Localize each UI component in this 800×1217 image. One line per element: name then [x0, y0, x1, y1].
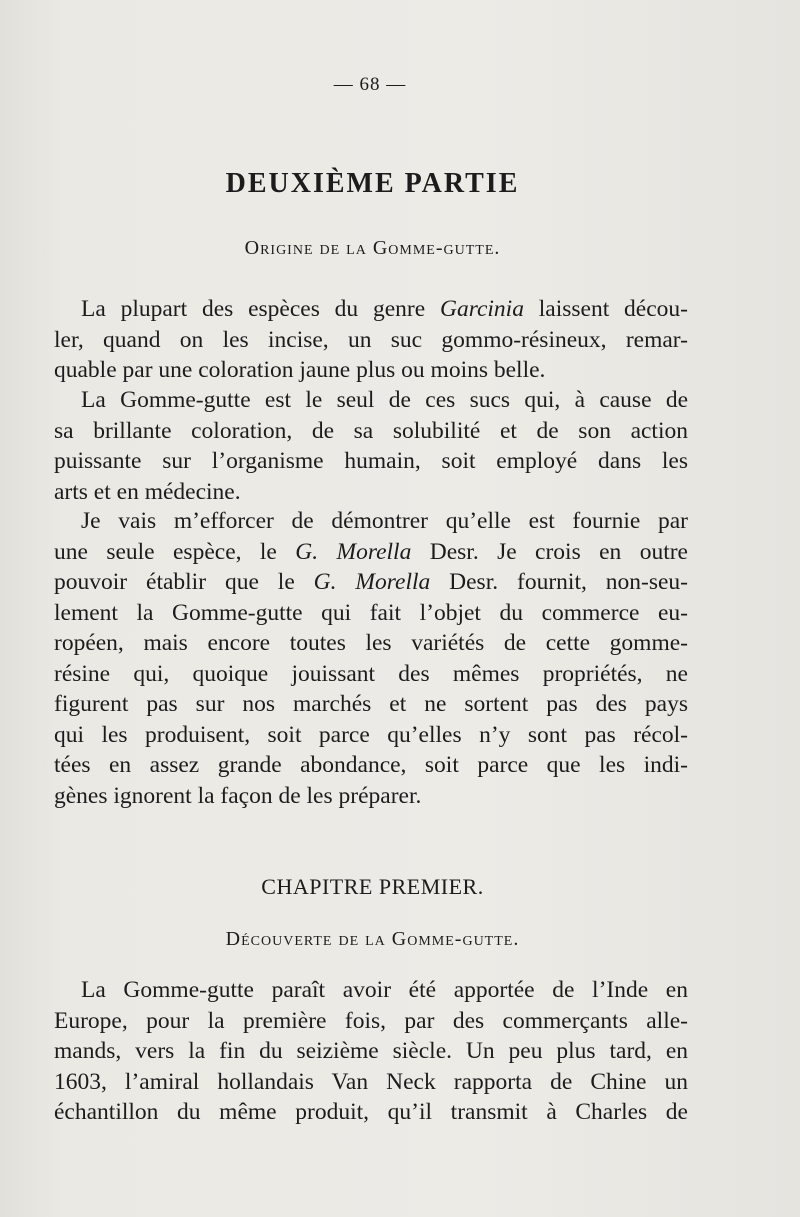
italic-term: Garcinia: [439, 296, 524, 322]
text-line: Europe, pour la première fois, par des commerçants alle-: [54, 1007, 688, 1034]
text-fragment: La plupart des espèces du genre: [81, 296, 440, 322]
text-fragment: une seule espèce, le: [54, 538, 296, 565]
text-line: résine qui, quoique jouissant des mêmes propriétés, ne: [54, 660, 688, 687]
paragraph-3: [54, 506, 688, 811]
text-line: tées en assez grande abondance, soit parce que les indi-: [54, 752, 688, 778]
paragraph-2: [54, 385, 688, 507]
text-fragment: laissent décou-: [523, 296, 688, 322]
text-line: [54, 537, 688, 568]
text-fragment: Desr. Je crois en outre: [411, 538, 688, 565]
text-line: [54, 294, 688, 325]
text-line: puissante sur l’organisme humain, soit employé dans les: [54, 448, 688, 474]
text-line: échantillon du même produit, qu’il transmit à Charles de: [54, 1099, 688, 1125]
text-line: La Gomme-gutte paraît avoir été apportée de l’Inde en: [81, 977, 688, 1003]
text-line: 1603, l’amiral hollandais Van Neck rapporta de Chine un: [54, 1068, 688, 1095]
chapter-title: CHAPITRE PREMIER.: [261, 874, 484, 899]
section-heading-origine: Origine de la Gomme-gutte.: [244, 237, 501, 259]
text-line: figurent pas sur nos marchés et ne sortent pas des pays: [54, 691, 688, 717]
text-line: qui les produisent, soit parce qu’elles n’y sont pas récol-: [54, 721, 688, 748]
text-line: arts et en médecine.: [54, 478, 241, 505]
text-line: La Gomme-gutte est le seul de ces sucs qui, à cause de: [81, 387, 688, 413]
part-title: DEUXIÈME PARTIE: [225, 168, 520, 199]
text-line: mands, vers la fin du seizième siècle. Un peu plus tard, en: [54, 1038, 688, 1064]
page-number: — 68 —: [333, 74, 407, 95]
paragraph-1: [54, 294, 688, 386]
text-line: sa brillante coloration, de sa solubilité et de son action: [54, 417, 688, 444]
text-line: ropéen, mais encore toutes les variétés de cette gomme-: [54, 630, 688, 656]
section-heading-decouverte: Découverte de la Gomme-gutte.: [225, 928, 520, 950]
paragraph-4: [54, 975, 688, 1128]
text-line: [54, 567, 688, 598]
text-fragment: pouvoir établir que le: [54, 569, 314, 595]
text-line: gènes ignorent la façon de les préparer.: [54, 782, 422, 809]
italic-term: G. Morella: [313, 569, 431, 595]
text-fragment: Desr. fournit, non-seu-: [430, 569, 688, 595]
text-line: ler, quand on les incise, un suc gommo-résineux, remar-: [54, 326, 688, 353]
text-line: quable par une coloration jaune plus ou moins belle.: [54, 357, 546, 383]
italic-term: G. Morella: [295, 538, 412, 565]
text-line: Je vais m’efforcer de démontrer qu’elle est fournie par: [81, 508, 688, 534]
text-line: lement la Gomme-gutte qui fait l’objet du commerce eu-: [54, 599, 688, 626]
